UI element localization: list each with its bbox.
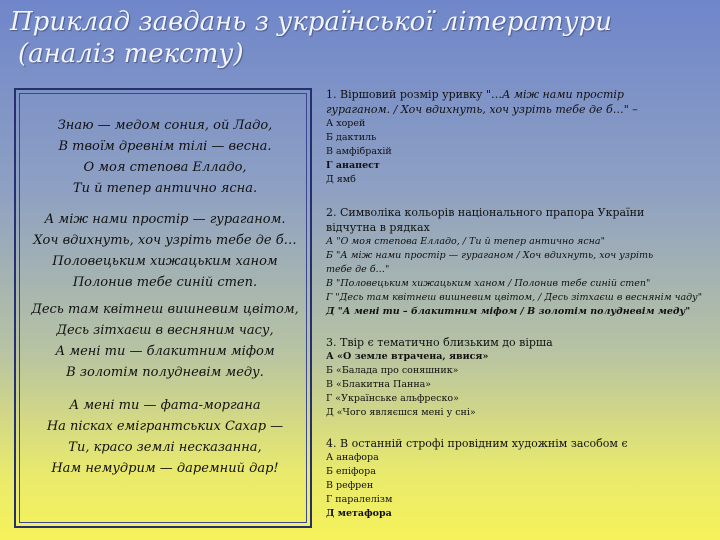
poem-line: Десь там квітнеш вишневим цвітом, [31,302,299,317]
poem-line: А мені ти — блакитним міфом [55,344,275,359]
answer-option [326,277,716,291]
poem-line: На пісках емігрантських Сахар — [46,419,284,434]
answer-option: В рефрен [326,480,374,491]
answer-option-text: Б "А між нами простір — гураганом / Хоч вдихнуть, хоч узріть [326,250,654,261]
answer-option-correct: А «О земле втрачена, явися» [326,351,489,362]
poem-line: В золотім полудневім меду. [66,365,264,380]
poem-line: Полонив тебе синій степ. [72,275,258,290]
answer-option: Б «Балада про соняшник» [326,365,459,376]
question-text-part: 1. Віршовий розмір уривку "… [326,88,503,101]
poem-line: Ти й тепер антично ясна. [72,181,258,196]
answer-option: В амфібрахій [326,146,392,157]
poem-stanza-3 [16,299,314,383]
question-quote: А між нами простір [502,88,624,101]
answer-option-text: тебе де б…" [326,264,390,275]
poem-stanza-2 [16,209,314,293]
question-3-text: 3. Твір є тематично близьким до вірша [326,336,553,349]
answer-option: Б дактиль [326,132,377,143]
poem-line: Ти, красо землі несказанна, [68,440,262,455]
answer-option: Д «Чого являєшся мені у сні» [326,407,476,418]
question-text-part: 2. Символіка кольорів національного прапора України [326,206,645,219]
poem-line: Половецьким хижацьким ханом [52,254,278,269]
answer-option-text: В "Половецьким хижацьким ханом / Полонив тебе синій степ" [326,278,651,289]
question-3 [326,335,716,420]
question-text-end: " – [623,103,638,116]
answer-option-text: Д "А мені ти – блакитним міфом / В золотім полудневім меду" [326,306,691,317]
poem-box [14,88,312,528]
poem-line: В твоїм древнім тілі — весна. [58,139,272,154]
poem-line: О моя степова Елладо, [83,160,247,175]
question-quote-cont: гураганом. / Хоч вдихнуть, хоч узріть тебе де б… [326,103,624,116]
answer-option: В «Блакитна Панна» [326,379,432,390]
answer-option: А хорей [326,118,366,129]
answer-option: Б епіфора [326,466,376,477]
question-2-text [326,205,716,235]
poem-stanza-4 [16,395,314,479]
title-line-2: (аналіз тексту) [18,39,244,69]
answer-option-correct: Д метафора [326,508,392,519]
slide-title [10,6,710,70]
answer-option: Г паралелізм [326,494,393,505]
question-text-part: відчутна в рядках [326,221,430,234]
question-4 [326,436,716,521]
poem-line: А мені ти — фата-моргана [69,398,261,413]
answer-option-text: Г "Десь там квітнеш вишневим цвітом, / Десь зітхаєш в веснянім чаду" [326,292,703,303]
poem-line: Знаю — медом сония, ой Ладо, [57,118,273,133]
poem-line: Хоч вдихнуть, хоч узріть тебе де б… [33,233,297,248]
answer-option: Г «Українське альфреско» [326,393,459,404]
question-2 [326,205,716,319]
title-line-1: Приклад завдань з української літератури [10,7,613,37]
poem-line: Нам немудрим — даремний дар! [51,461,279,476]
question-1-text [326,87,716,117]
answer-option-correct: Г анапест [326,160,380,171]
question-1 [326,87,716,187]
answer-option: А анафора [326,452,379,463]
answer-option: Д ямб [326,174,356,185]
answer-option-text: А "О моя степова Елладо, / Ти й тепер антично ясна" [326,236,605,247]
poem-stanza-1 [16,115,314,199]
poem-line: А між нами простір — гураганом. [44,212,286,227]
poem-line: Десь зітхаєш в весняним часу, [56,323,274,338]
answer-option [326,249,716,263]
answer-option [326,263,716,277]
answer-option [326,291,716,305]
answer-option-correct [326,305,716,319]
answer-option [326,235,716,249]
question-4-text: 4. В останній строфі провідним художнім засобом є [326,437,628,450]
